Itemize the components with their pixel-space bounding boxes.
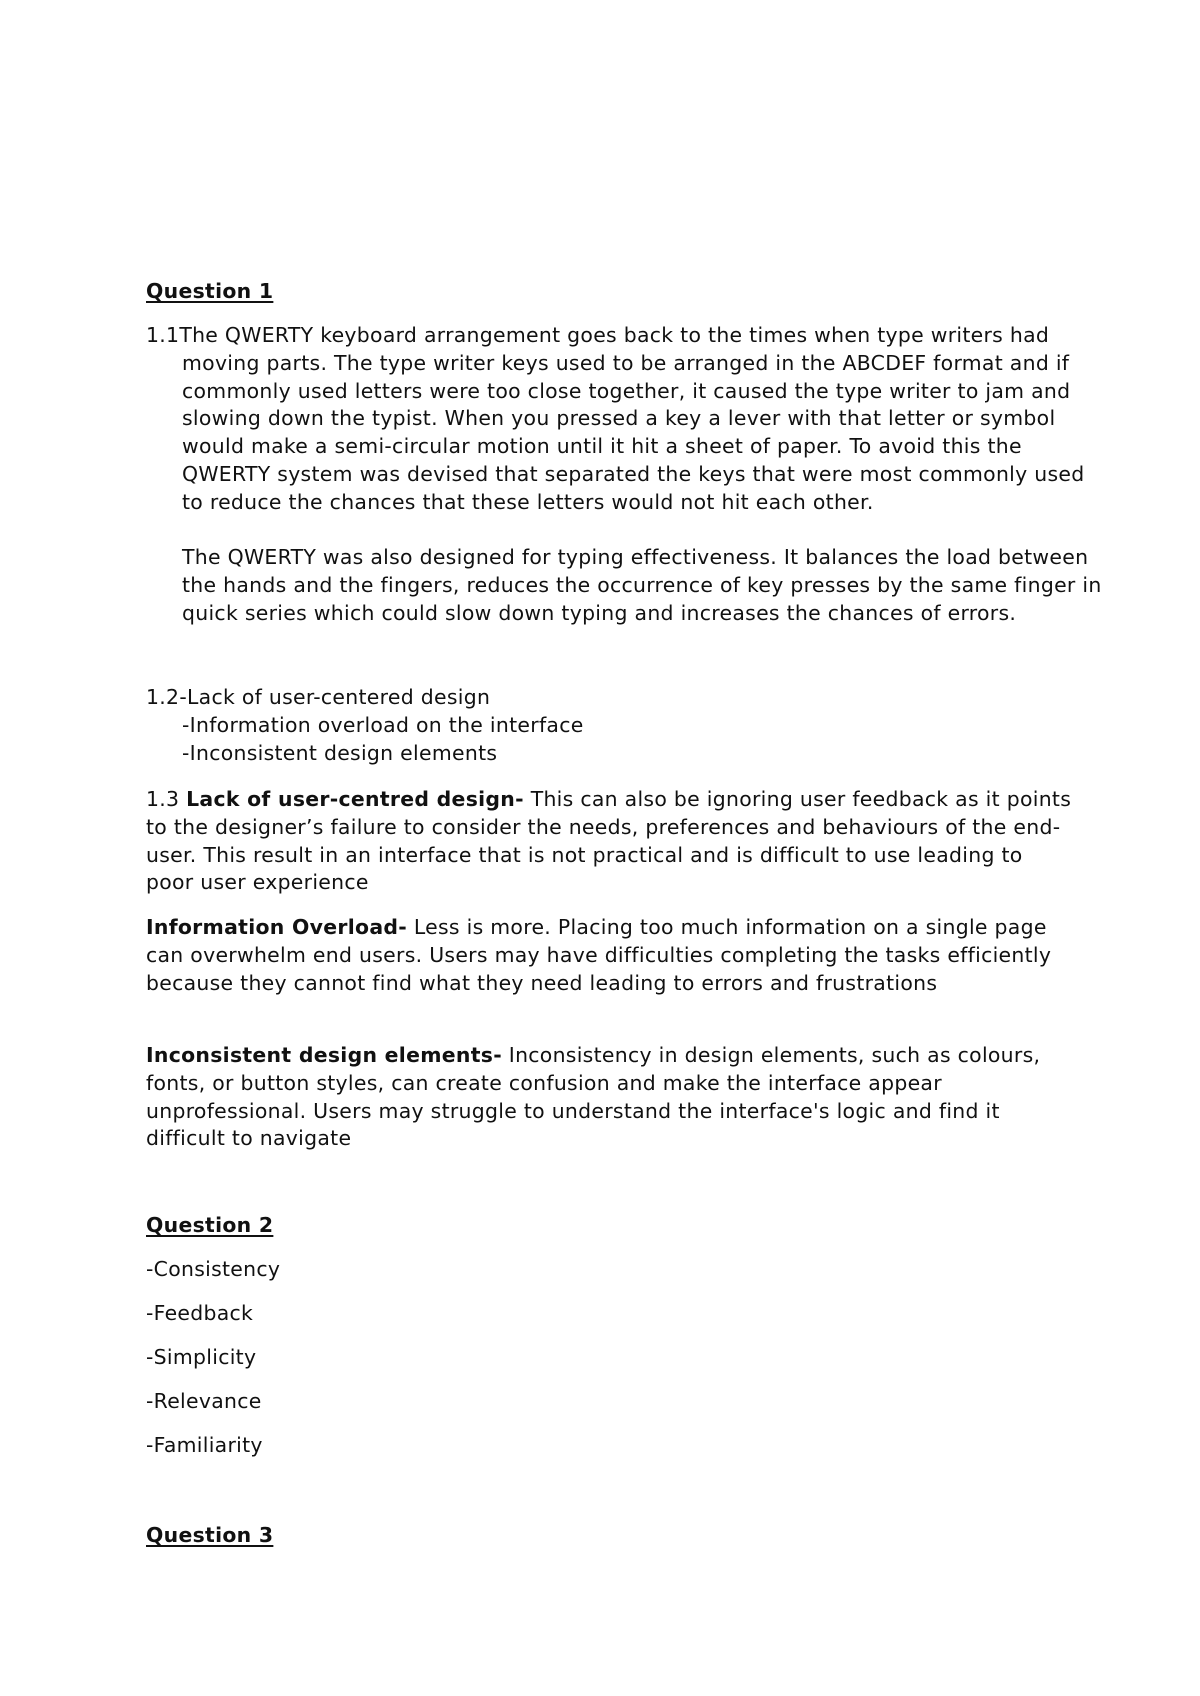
- inconsistent-design-text: Inconsistency in design elements, such as colours, fonts, or button styles, can create confusion and make the interface appear unprofessional. Users may struggle to understand the interface's logic and find it difficult to navigate: [146, 1043, 1041, 1151]
- answer-1-1-continued: The QWERTY was also designed for typing effectiveness. It balances the load between the hands and the fingers, reduces the occurrence of key presses by the same finger in quick series which could slow down typing and increases the chances of errors.: [182, 545, 1102, 625]
- answer-1-3: [146, 786, 1076, 897]
- question-2-item: -Familiarity: [146, 1433, 263, 1457]
- answer-1-2-line-2: -Information overload on the interface: [182, 712, 584, 737]
- answer-1-2: [146, 684, 1076, 767]
- information-overload-text: Less is more. Placing too much information on a single page can overwhelm end users. Users may have difficulties completing the tasks efficiently because they cannot find what they need leading to errors and frustrations: [146, 915, 1052, 995]
- answer-1-1: [146, 322, 1112, 517]
- question-2-item: -Consistency: [146, 1257, 281, 1281]
- information-overload-paragraph: [146, 914, 1076, 997]
- answer-1-1-number: 1.1: [146, 323, 180, 347]
- question-2-item: -Feedback: [146, 1301, 254, 1325]
- question-2-heading: Question 2: [146, 1213, 274, 1237]
- answer-1-3-number: 1.3: [146, 787, 187, 811]
- question-1-heading: Question 1: [146, 279, 274, 303]
- question-3-heading: Question 3: [146, 1523, 274, 1547]
- answer-1-3-text: This can also be ignoring user feedback as it points to the designer’s failure to consider the needs, preferences and behaviours of the end-user. This result in an interface that is not practical and is difficult to use leading to poor user experience: [146, 787, 1072, 895]
- answer-1-2-line-1: 1.2-Lack of user-centered design: [146, 685, 491, 709]
- inconsistent-design-term: Inconsistent design elements-: [146, 1043, 502, 1067]
- answer-1-1-text: The QWERTY keyboard arrangement goes back to the times when type writers had moving parts. The type writer keys used to be arranged in the ABCDEF format and if commonly used letters were too close together, it caused the type writer to jam and slowing down the typist. When you pressed a key a lever with that letter or symbol would make a semi-circular motion until it hit a sheet of paper. To avoid this the QWERTY system was devised that separated the keys that were most commonly used to reduce the chances that these letters would not hit each other.: [179, 323, 1085, 514]
- answer-1-2-line-3: -Inconsistent design elements: [182, 740, 498, 765]
- inconsistent-design-paragraph: [146, 1042, 1076, 1153]
- question-2-item: -Simplicity: [146, 1345, 257, 1369]
- question-2-item: -Relevance: [146, 1389, 262, 1413]
- information-overload-term: Information Overload-: [146, 915, 408, 939]
- answer-1-3-term: Lack of user-centred design-: [186, 787, 524, 811]
